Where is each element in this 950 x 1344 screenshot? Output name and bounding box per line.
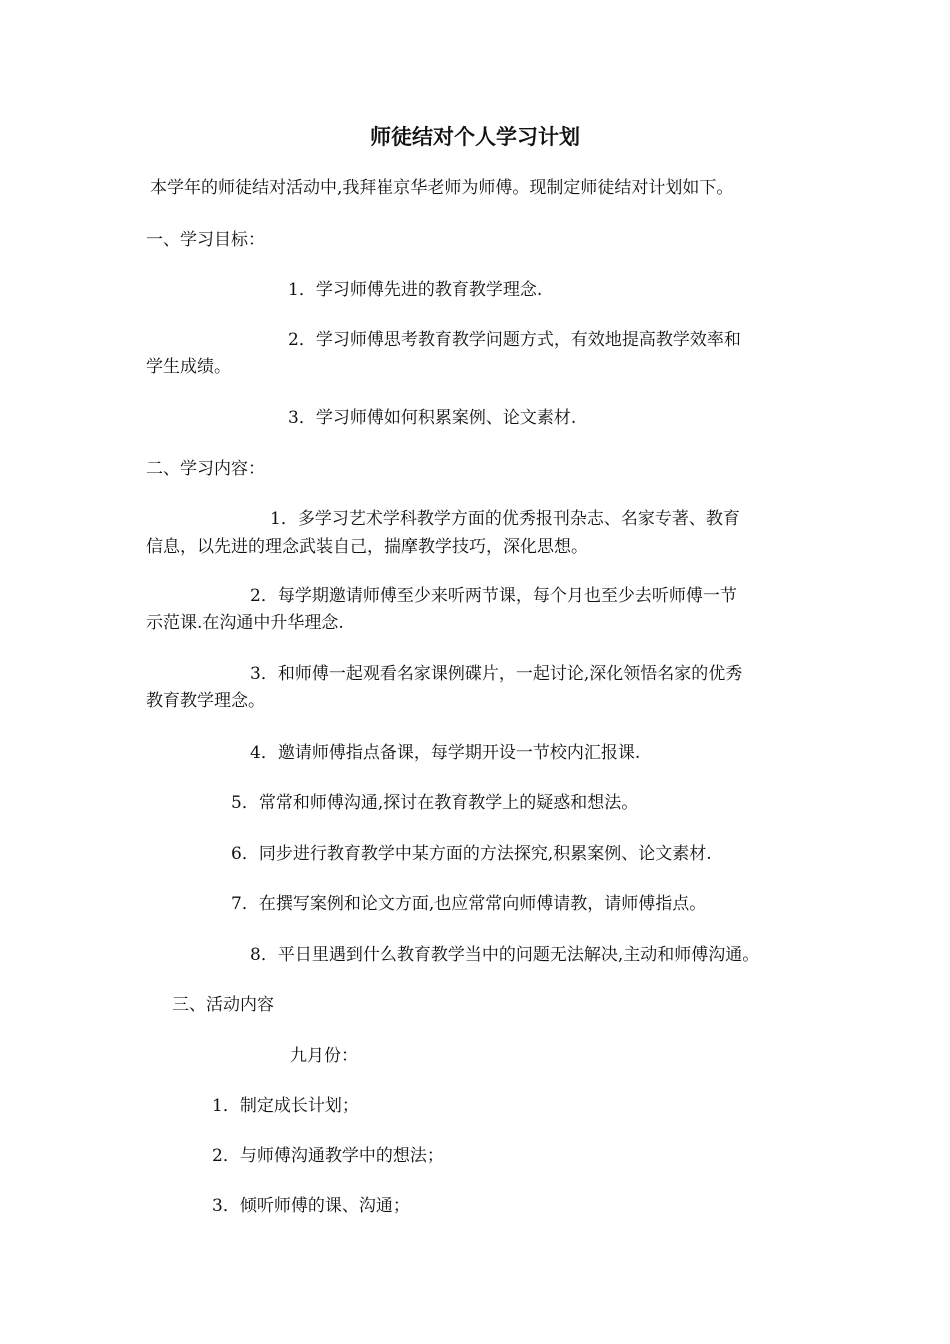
content-item-6: 6．同步进行教育教学中某方面的方法探究,积累案例、论文素材. xyxy=(231,844,712,864)
content-item-8: 8．平日里遇到什么教育教学当中的问题无法解决,主动和师傅沟通。 xyxy=(250,945,760,965)
document-title: 师徒结对个人学习计划 xyxy=(370,125,580,149)
content-item-2-continued: 示范课.在沟通中升华理念. xyxy=(146,613,344,633)
goal-item-2: 2．学习师傅思考教育教学问题方式，有效地提高教学效率和 xyxy=(288,330,741,350)
content-item-1: 1．多学习艺术学科教学方面的优秀报刊杂志、名家专著、教育 xyxy=(270,509,740,529)
activity-item-1: 1．制定成长计划； xyxy=(212,1096,359,1116)
content-item-5: 5．常常和师傅沟通,探讨在教育教学上的疑惑和想法。 xyxy=(231,793,639,813)
content-item-7: 7．在撰写案例和论文方面,也应常常向师傅请教，请师傅指点。 xyxy=(231,894,707,914)
activity-item-3: 3．倾听师傅的课、沟通； xyxy=(212,1196,410,1216)
goal-item-2-continued: 学生成绩。 xyxy=(146,357,231,377)
activity-item-2: 2．与师傅沟通教学中的想法； xyxy=(212,1146,444,1166)
goal-item-3: 3．学习师傅如何积累案例、论文素材. xyxy=(288,408,577,428)
month-label: 九月份： xyxy=(290,1046,358,1066)
section-heading-content: 二、学习内容： xyxy=(146,459,265,479)
goal-item-1: 1．学习师傅先进的教育教学理念. xyxy=(288,280,543,300)
content-item-4: 4．邀请师傅指点备课，每学期开设一节校内汇报课. xyxy=(250,743,641,763)
content-item-3: 3．和师傅一起观看名家课例碟片，一起讨论,深化领悟名家的优秀 xyxy=(250,664,743,684)
content-item-3-continued: 教育教学理念。 xyxy=(146,691,265,711)
intro-paragraph: 本学年的师徒结对活动中,我拜崔京华老师为师傅。现制定师徒结对计划如下。 xyxy=(150,178,734,198)
content-item-1-continued: 信息，以先进的理念武装自己，揣摩教学技巧，深化思想。 xyxy=(146,537,588,557)
section-heading-activities: 三、活动内容 xyxy=(172,995,274,1015)
content-item-2: 2．每学期邀请师傅至少来听两节课，每个月也至少去听师傅一节 xyxy=(250,586,737,606)
section-heading-goals: 一、学习目标： xyxy=(146,230,265,250)
